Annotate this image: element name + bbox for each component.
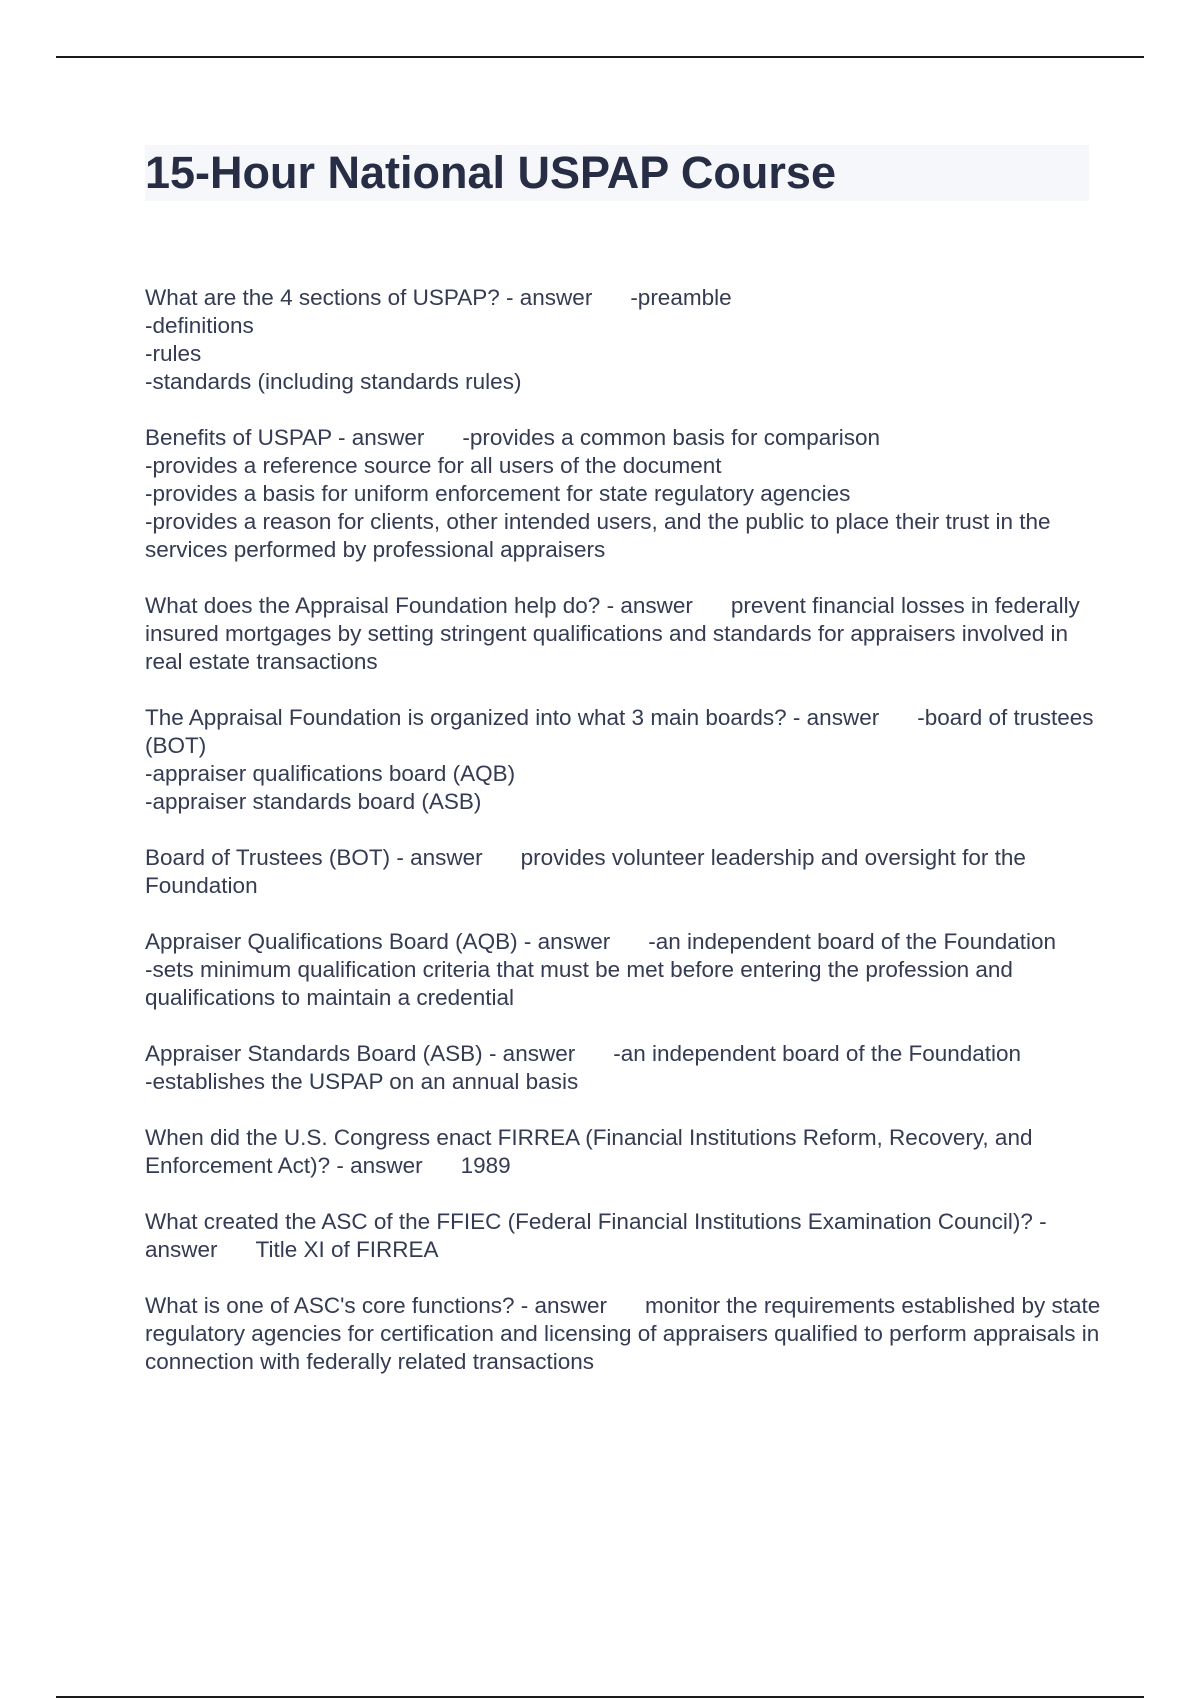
answer-line: -rules [145, 341, 202, 366]
answer-separator: - answer [520, 1293, 608, 1318]
qa-item [145, 844, 1105, 900]
answer-line: provides volunteer leadership and oversight for the Foundation [145, 845, 1026, 898]
top-rule [56, 56, 1144, 58]
answer-line: -preamble [630, 285, 732, 310]
answer-line: -provides a basis for uniform enforcement for state regulatory agencies [145, 481, 851, 506]
qa-item [145, 704, 1105, 816]
answer-line: -appraiser standards board (ASB) [145, 789, 482, 814]
question-text: What does the Appraisal Foundation help do? [145, 593, 601, 618]
answer-separator: - answer [145, 1209, 1047, 1262]
qa-item [145, 1040, 1105, 1096]
question-text: Appraiser Qualifications Board (AQB) [145, 929, 518, 954]
question-text: Appraiser Standards Board (ASB) [145, 1041, 483, 1066]
answer-line: prevent financial losses in federally insured mortgages by setting stringent qualifications and standards for appraisers involved in real estate transactions [145, 593, 1080, 674]
qa-list [145, 284, 1105, 1404]
question-text: What created the ASC of the FFIEC (Federal Financial Institutions Examination Council)? [145, 1209, 1033, 1234]
qa-item [145, 592, 1105, 676]
question-text: The Appraisal Foundation is organized into what 3 main boards? [145, 705, 787, 730]
answer-line: -appraiser qualifications board (AQB) [145, 761, 516, 786]
qa-first-line [145, 704, 1105, 760]
answer-separator: - answer [506, 285, 593, 310]
title-block [145, 145, 1089, 201]
answer-separator: - answer [792, 705, 880, 730]
qa-first-line [145, 1040, 1105, 1068]
answer-separator: - answer [606, 593, 693, 618]
page-title: 15-Hour National USPAP Course [145, 147, 836, 198]
qa-item [145, 424, 1105, 564]
answer-line: -sets minimum qualification criteria that must be met before entering the profession and qualifications to maintain a credential [145, 957, 1020, 1010]
qa-first-line [145, 424, 1105, 452]
answer-line: -provides a reason for clients, other intended users, and the public to place their trust in the services performed by professional appraisers [145, 509, 1057, 562]
answer-line: 1989 [460, 1153, 511, 1178]
question-text: What are the 4 sections of USPAP? [145, 285, 500, 310]
qa-first-line [145, 928, 1105, 956]
qa-first-line [145, 284, 1105, 312]
bottom-rule [56, 1696, 1144, 1698]
answer-line: -definitions [145, 313, 254, 338]
question-text: Benefits of USPAP [145, 425, 332, 450]
question-text: What is one of ASC's core functions? [145, 1293, 515, 1318]
qa-item [145, 284, 1105, 396]
answer-separator: - answer [336, 1153, 423, 1178]
answer-line: -board of trustees (BOT) [145, 705, 1100, 758]
answer-line: -an independent board of the Foundation [613, 1041, 1022, 1066]
qa-item [145, 1208, 1105, 1264]
answer-line: Title XI of FIRREA [255, 1237, 439, 1262]
qa-item [145, 1292, 1105, 1376]
answer-line: -an independent board of the Foundation [648, 929, 1057, 954]
answer-separator: - answer [523, 929, 611, 954]
answer-line: monitor the requirements established by state regulatory agencies for certification and licensing of appraisers qualified to perform appraisals in connection with federally related transactions [145, 1293, 1101, 1374]
answer-line: -provides a common basis for comparison [462, 425, 880, 450]
answer-line: -provides a reference source for all users of the document [145, 453, 722, 478]
answer-line: -establishes the USPAP on an annual basis [145, 1069, 579, 1094]
question-text: Board of Trustees (BOT) [145, 845, 391, 870]
answer-separator: - answer [338, 425, 425, 450]
answer-separator: - answer [396, 845, 483, 870]
qa-item [145, 1124, 1105, 1180]
answer-line: -standards (including standards rules) [145, 369, 522, 394]
answer-separator: - answer [488, 1041, 576, 1066]
question-text: When did the U.S. Congress enact FIRREA (Financial Institutions Reform, Recovery, and Enforcement Act)? [145, 1125, 1033, 1178]
qa-item [145, 928, 1105, 1012]
